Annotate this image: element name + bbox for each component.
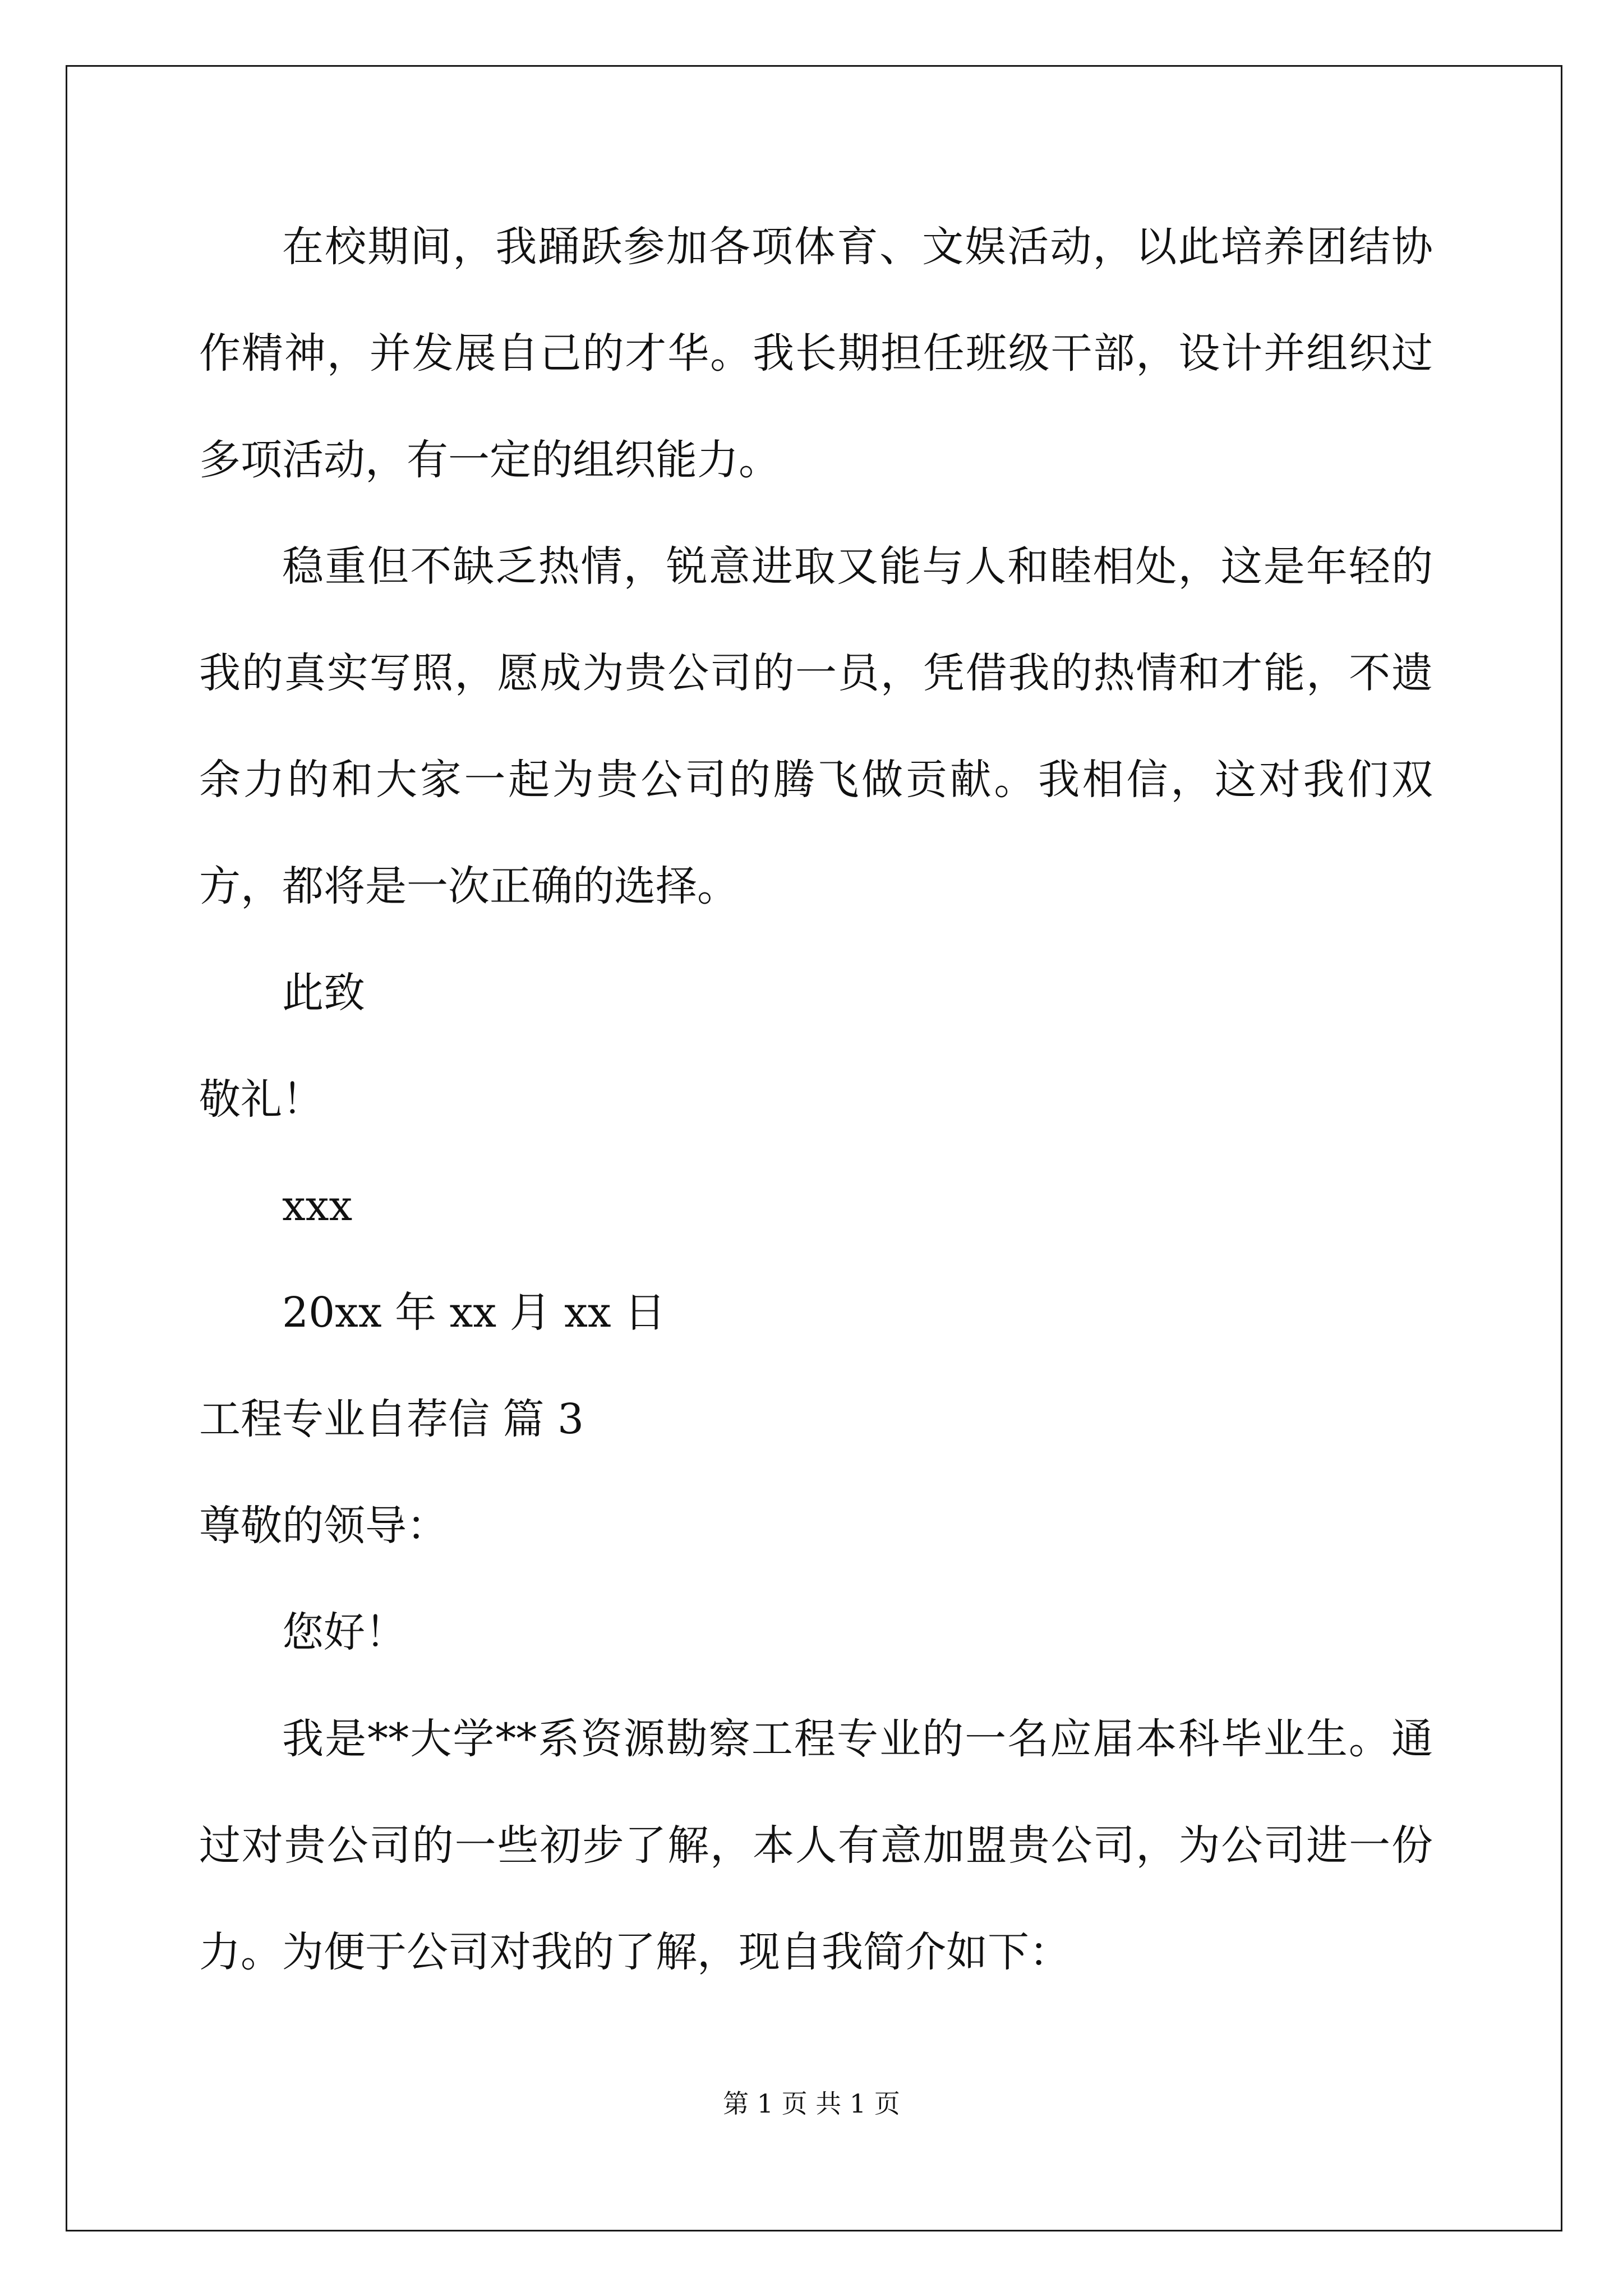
paragraph-introduction: 我是**大学**系资源勘察工程专业的一名应届本科毕业生。通过对贵公司的一些初步了解，本人有意加盟贵公司，为公司进一份力。为便于公司对我的了解，现自我简介如下： <box>199 1715 1433 1976</box>
section-heading: 工程专业自荐信 篇 3 <box>199 1395 584 1443</box>
closing-regards: 敬礼！ <box>199 1075 324 1124</box>
closing-salutation: 此致 <box>282 969 365 1017</box>
signature-name: xxx <box>282 1182 353 1230</box>
greeting-addressee: 尊敬的领导： <box>199 1502 448 1550</box>
page-number-footer: 第 1 页 共 1 页 <box>723 2088 900 2119</box>
greeting-hello: 您好！ <box>282 1608 407 1657</box>
paragraph-campus-activities: 在校期间，我踊跃参加各项体育、文娱活动，以此培养团结协作精神，并发展自己的才华。我长期担任班级干部，设计并组织过多项活动，有一定的组织能力。 <box>199 223 1433 484</box>
paragraph-personal-qualities: 稳重但不缺乏热情，锐意进取又能与人和睦相处，这是年轻的我的真实写照，愿成为贵公司的一员，凭借我的热情和才能，不遗余力的和大家一起为贵公司的腾飞做贡献。我相信，这对我们双方，都将是一次正确的选择。 <box>199 542 1433 910</box>
signature-date: 20xx 年 xx 月 xx 日 <box>282 1289 666 1337</box>
letter-body <box>199 194 1433 2005</box>
